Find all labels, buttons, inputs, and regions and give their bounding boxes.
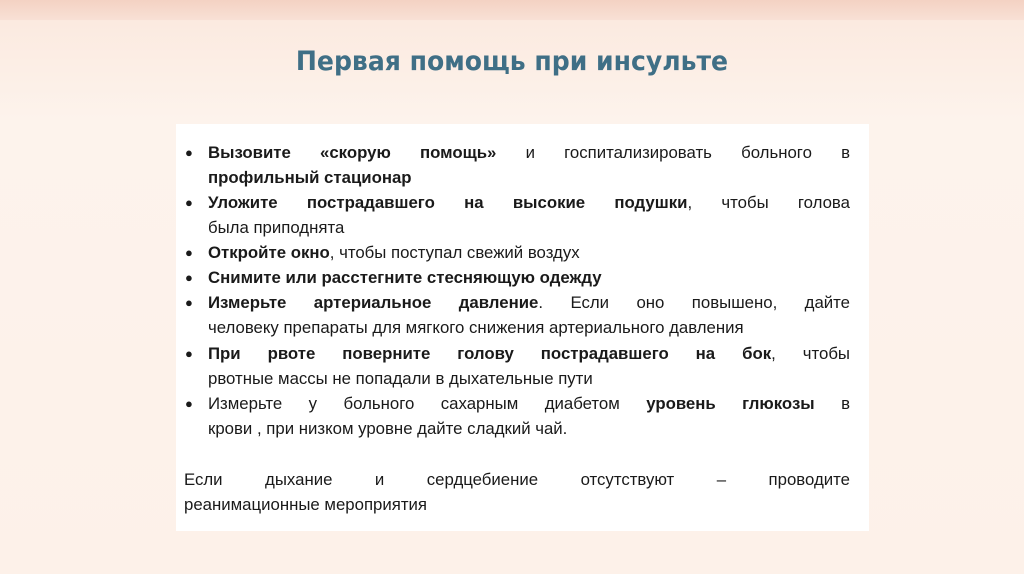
item-line	[208, 342, 850, 367]
bullet-icon: ●	[185, 396, 193, 411]
item-text: и госпитализировать больного в	[496, 143, 850, 162]
list-item	[185, 141, 850, 190]
bullet-icon: ●	[185, 145, 193, 160]
item-text: , чтобы поступал свежий воздух	[329, 243, 580, 262]
list-item	[185, 191, 850, 240]
note-line: Если дыхание и сердцебиение отсутствуют – проводите	[184, 470, 850, 489]
list-item	[185, 266, 850, 291]
bullet-icon: ●	[185, 346, 193, 361]
item-line	[208, 291, 850, 316]
item-text: человеку препараты для мягкого снижения артериального давления	[208, 317, 744, 337]
content-card	[176, 124, 869, 531]
item-bold-text: Измерьте артериальное давление	[208, 293, 539, 312]
note-line: реанимационные мероприятия	[184, 494, 427, 514]
item-bold-text: Уложите пострадавшего на высокие подушки	[208, 193, 688, 212]
item-text: рвотные массы не попадали в дыхательные пути	[208, 368, 593, 388]
slide-title: Первая помощь при инсульте	[295, 46, 729, 77]
list-item	[185, 342, 850, 391]
item-text: была приподнята	[208, 217, 345, 237]
item-bold-text: Снимите или расстегните стесняющую одежду	[208, 268, 602, 287]
bullet-icon: ●	[185, 270, 193, 285]
item-line	[208, 191, 850, 216]
closing-note	[184, 468, 850, 517]
item-line	[208, 392, 850, 417]
item-text: . Если оно повышено, дайте	[538, 293, 850, 312]
bullet-icon: ●	[185, 295, 193, 310]
top-strip	[0, 0, 1024, 20]
item-bold-text: уровень глюкозы	[646, 394, 815, 413]
item-bold-text: При рвоте поверните голову пострадавшего на бок	[208, 344, 772, 363]
item-line	[208, 141, 850, 166]
item-text: крови , при низком уровне дайте сладкий чай.	[208, 418, 568, 438]
bullet-icon: ●	[185, 195, 193, 210]
list-item	[185, 392, 850, 441]
bullet-icon: ●	[185, 245, 193, 260]
item-bold-text: профильный стационар	[208, 167, 412, 187]
item-text: , чтобы голова	[687, 193, 850, 212]
item-text: , чтобы	[771, 344, 850, 363]
item-text: Измерьте у больного сахарным диабетом	[208, 394, 647, 413]
item-bold-text: Откройте окно	[208, 243, 330, 262]
item-bold-text: Вызовите «скорую помощь»	[208, 143, 497, 162]
list-item	[185, 291, 850, 340]
item-text: в	[814, 394, 850, 413]
list-item	[185, 241, 850, 266]
